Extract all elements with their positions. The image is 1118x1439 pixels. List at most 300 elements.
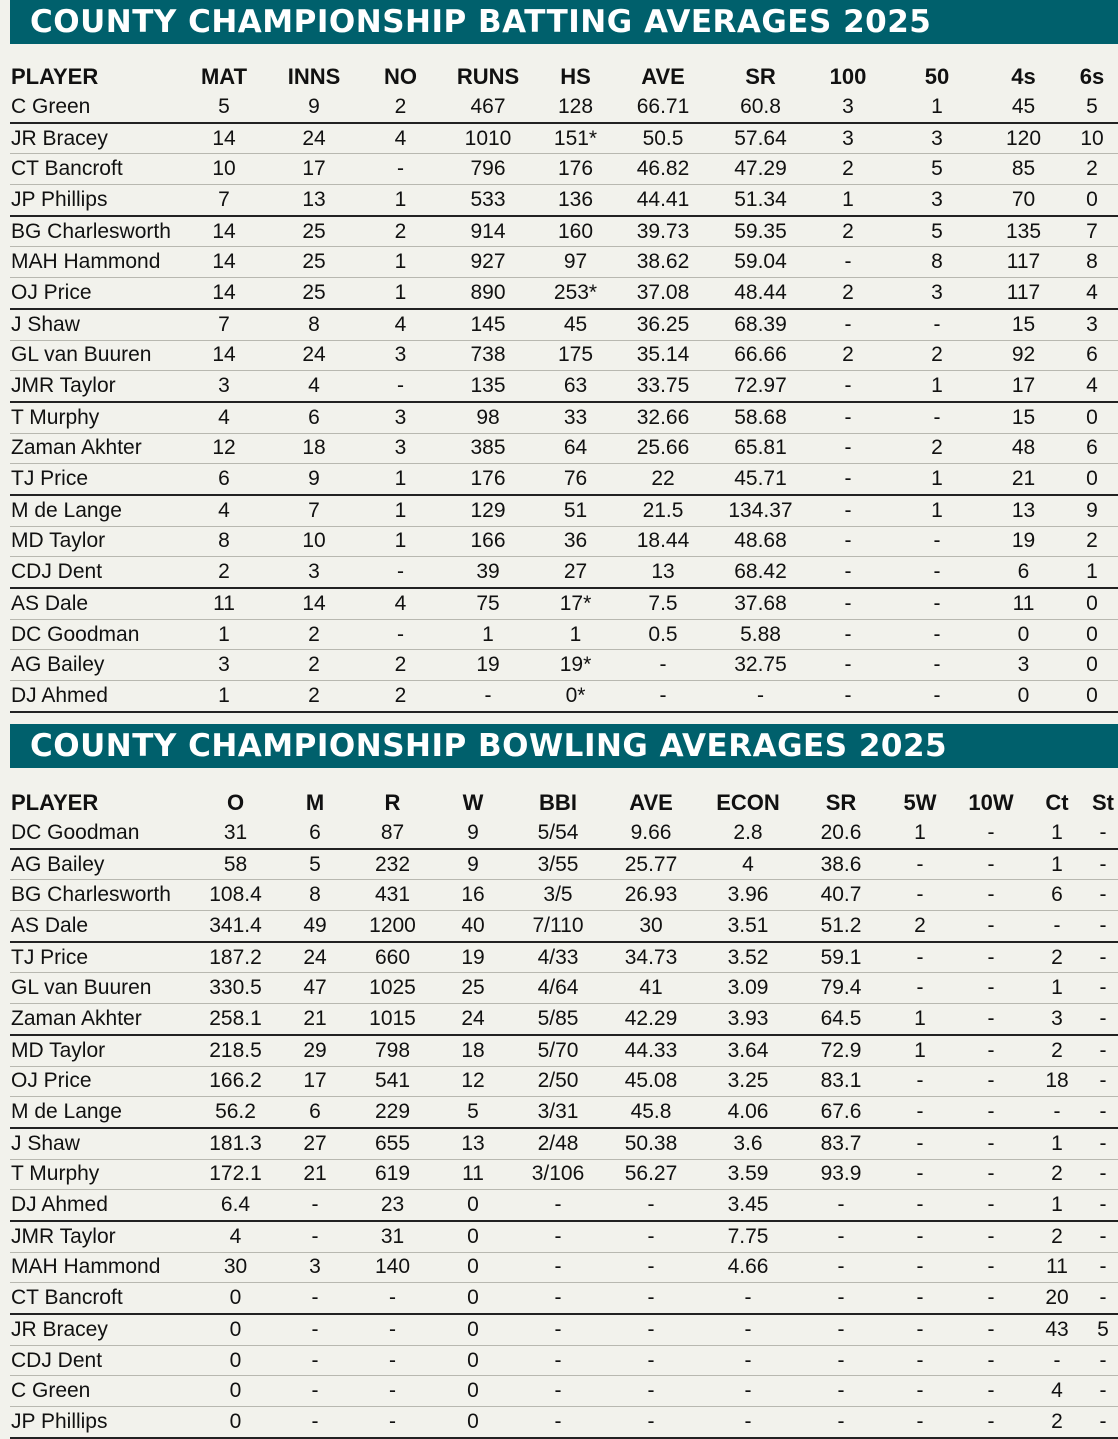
stat-cell: 117 xyxy=(981,247,1066,278)
stat-cell: - xyxy=(893,309,981,340)
stat-cell: - xyxy=(512,1345,604,1376)
stat-cell: 1 xyxy=(188,681,260,712)
stat-cell: - xyxy=(608,650,718,681)
stat-cell: 3 xyxy=(188,650,260,681)
stat-cell: 17 xyxy=(981,371,1066,402)
bowling-header-4: W xyxy=(462,790,484,815)
stat-cell: - xyxy=(368,371,433,402)
stat-cell: - xyxy=(718,681,803,712)
table-row xyxy=(10,1159,1118,1190)
stat-cell: - xyxy=(893,402,981,433)
stat-cell: 9 xyxy=(1066,495,1118,526)
table-row xyxy=(10,619,1118,650)
stat-cell: 1200 xyxy=(351,911,434,942)
player-name: JP Phillips xyxy=(10,1407,192,1438)
table-row xyxy=(10,185,1118,216)
stat-cell: 5 xyxy=(1066,92,1118,123)
stat-cell: - xyxy=(884,1221,956,1252)
stat-cell: - xyxy=(798,1345,884,1376)
stat-cell: 45 xyxy=(543,309,608,340)
table-row xyxy=(10,880,1118,911)
stat-cell: 3.52 xyxy=(698,942,798,973)
stat-cell: 1 xyxy=(1026,818,1088,849)
stat-cell: 56.27 xyxy=(604,1159,698,1190)
stat-cell: 9 xyxy=(260,464,368,495)
stat-cell: 21 xyxy=(981,464,1066,495)
stat-cell: 9.66 xyxy=(604,818,698,849)
stat-cell: 14 xyxy=(188,247,260,278)
player-name: M de Lange xyxy=(10,1097,192,1128)
batting-header-9: 50 xyxy=(924,64,950,89)
stat-cell: - xyxy=(1088,1190,1118,1221)
stat-cell: 3 xyxy=(893,278,981,309)
stat-cell: 0 xyxy=(1066,650,1118,681)
stat-cell: 3.64 xyxy=(698,1035,798,1066)
stat-cell: 75 xyxy=(433,588,543,619)
stat-cell: 330.5 xyxy=(192,973,279,1004)
stat-cell: 18 xyxy=(260,433,368,464)
stat-cell: 36.25 xyxy=(608,309,718,340)
stat-cell: - xyxy=(279,1283,351,1314)
stat-cell: - xyxy=(956,1314,1026,1345)
stat-cell: 129 xyxy=(433,495,543,526)
stat-cell: 3 xyxy=(368,433,433,464)
stat-cell: 5.88 xyxy=(718,619,803,650)
stat-cell: 738 xyxy=(433,340,543,371)
stat-cell: 0 xyxy=(1066,588,1118,619)
stat-cell: - xyxy=(803,526,893,557)
stat-cell: - xyxy=(803,402,893,433)
stat-cell: 4 xyxy=(368,588,433,619)
stat-cell: 48.44 xyxy=(718,278,803,309)
stat-cell: - xyxy=(798,1252,884,1283)
stat-cell: - xyxy=(608,681,718,712)
batting-title: COUNTY CHAMPIONSHIP BATTING AVERAGES 2025 xyxy=(10,0,1118,44)
stat-cell: - xyxy=(956,1252,1026,1283)
stat-cell: 5 xyxy=(434,1097,512,1128)
stat-cell: 1 xyxy=(893,495,981,526)
stat-cell: - xyxy=(604,1190,698,1221)
batting-header-5: HS xyxy=(560,64,591,89)
bowling-header-6: AVE xyxy=(629,790,673,815)
stat-cell: 1015 xyxy=(351,1004,434,1035)
stat-cell: 0 xyxy=(434,1407,512,1438)
stat-cell: 3 xyxy=(893,185,981,216)
stat-cell: 4 xyxy=(188,402,260,433)
stat-cell: 3 xyxy=(981,650,1066,681)
stat-cell: 17 xyxy=(279,1066,351,1097)
stat-cell: - xyxy=(279,1407,351,1438)
stat-cell: - xyxy=(1088,1376,1118,1407)
stat-cell: 11 xyxy=(1026,1252,1088,1283)
stat-cell: 1 xyxy=(1066,557,1118,588)
stat-cell: - xyxy=(884,1097,956,1128)
stat-cell: 4 xyxy=(368,309,433,340)
stat-cell: 655 xyxy=(351,1128,434,1159)
stat-cell: 0 xyxy=(1066,185,1118,216)
stat-cell: 4 xyxy=(1066,371,1118,402)
stat-cell: 7.75 xyxy=(698,1221,798,1252)
stat-cell: 914 xyxy=(433,216,543,247)
stat-cell: 30 xyxy=(192,1252,279,1283)
stat-cell: - xyxy=(803,495,893,526)
stat-cell: 97 xyxy=(543,247,608,278)
stat-cell: 59.1 xyxy=(798,942,884,973)
stat-cell: 5/54 xyxy=(512,818,604,849)
stat-cell: - xyxy=(956,1004,1026,1035)
stat-cell: 2 xyxy=(803,278,893,309)
stat-cell: - xyxy=(884,1066,956,1097)
table-row xyxy=(10,1097,1118,1128)
stat-cell: 134.37 xyxy=(718,495,803,526)
stat-cell: - xyxy=(1088,911,1118,942)
stat-cell: - xyxy=(798,1190,884,1221)
stat-cell: 2 xyxy=(368,650,433,681)
stat-cell: 1 xyxy=(1026,1128,1088,1159)
stat-cell: 21 xyxy=(279,1159,351,1190)
bowling-header-12: St xyxy=(1092,790,1114,815)
stat-cell: - xyxy=(884,1376,956,1407)
stat-cell: 1 xyxy=(803,185,893,216)
stat-cell: 3 xyxy=(1026,1004,1088,1035)
stat-cell: 44.41 xyxy=(608,185,718,216)
stat-cell: 1 xyxy=(1026,1190,1088,1221)
stat-cell: 145 xyxy=(433,309,543,340)
stat-cell: 798 xyxy=(351,1035,434,1066)
stat-cell: 14 xyxy=(260,588,368,619)
stat-cell: 232 xyxy=(351,849,434,880)
stat-cell: 37.68 xyxy=(718,588,803,619)
stat-cell: 4 xyxy=(698,849,798,880)
stat-cell: 17* xyxy=(543,588,608,619)
stat-cell: 59.04 xyxy=(718,247,803,278)
player-name: AS Dale xyxy=(10,911,192,942)
stat-cell: - xyxy=(884,1283,956,1314)
stat-cell: 8 xyxy=(260,309,368,340)
stat-cell: 166.2 xyxy=(192,1066,279,1097)
stat-cell: 12 xyxy=(188,433,260,464)
stat-cell: 0 xyxy=(434,1314,512,1345)
stat-cell: 13 xyxy=(981,495,1066,526)
stat-cell: - xyxy=(956,1283,1026,1314)
stat-cell: 3.09 xyxy=(698,973,798,1004)
stat-cell: 37.08 xyxy=(608,278,718,309)
player-name: C Green xyxy=(10,1376,192,1407)
stat-cell: 98 xyxy=(433,402,543,433)
stat-cell: 67.6 xyxy=(798,1097,884,1128)
stat-cell: 51.34 xyxy=(718,185,803,216)
stat-cell: 4 xyxy=(260,371,368,402)
stat-cell: - xyxy=(351,1345,434,1376)
stat-cell: 4 xyxy=(192,1221,279,1252)
stat-cell: - xyxy=(893,681,981,712)
table-row xyxy=(10,402,1118,433)
stat-cell: 3.25 xyxy=(698,1066,798,1097)
stat-cell: 48.68 xyxy=(718,526,803,557)
stat-cell: 258.1 xyxy=(192,1004,279,1035)
stat-cell: 3.45 xyxy=(698,1190,798,1221)
bowling-header-2: M xyxy=(305,790,325,815)
stat-cell: 3/31 xyxy=(512,1097,604,1128)
stat-cell: 44.33 xyxy=(604,1035,698,1066)
stat-cell: 2 xyxy=(260,619,368,650)
stat-cell: - xyxy=(1088,1407,1118,1438)
stat-cell: 2 xyxy=(1026,1407,1088,1438)
stat-cell: 467 xyxy=(433,92,543,123)
stat-cell: 135 xyxy=(433,371,543,402)
stat-cell: 5 xyxy=(279,849,351,880)
table-row xyxy=(10,216,1118,247)
batting-header-1: MAT xyxy=(200,64,248,89)
stat-cell: - xyxy=(279,1345,351,1376)
stat-cell: 1 xyxy=(543,619,608,650)
stat-cell: - xyxy=(1088,1221,1118,1252)
player-name: T Murphy xyxy=(10,402,188,433)
stat-cell: 50.5 xyxy=(608,123,718,154)
stat-cell: - xyxy=(1088,1252,1118,1283)
table-row xyxy=(10,1221,1118,1252)
stat-cell: 3 xyxy=(893,123,981,154)
stat-cell: 5 xyxy=(893,154,981,185)
stat-cell: - xyxy=(884,1128,956,1159)
stat-cell: - xyxy=(884,1252,956,1283)
stat-cell: - xyxy=(956,942,1026,973)
stat-cell: - xyxy=(884,1314,956,1345)
stat-cell: - xyxy=(884,880,956,911)
stat-cell: 15 xyxy=(981,402,1066,433)
stat-cell: - xyxy=(803,557,893,588)
stat-cell: 2 xyxy=(368,92,433,123)
stat-cell: 3 xyxy=(188,371,260,402)
stat-cell: - xyxy=(279,1314,351,1345)
stat-cell: 27 xyxy=(543,557,608,588)
stat-cell: - xyxy=(279,1190,351,1221)
stat-cell: - xyxy=(604,1314,698,1345)
stat-cell: 2 xyxy=(1026,942,1088,973)
stat-cell: 6 xyxy=(279,1097,351,1128)
stat-cell: 2 xyxy=(1066,154,1118,185)
stat-cell: - xyxy=(1088,1345,1118,1376)
stat-cell: 3 xyxy=(803,92,893,123)
stat-cell: 6 xyxy=(1026,880,1088,911)
stat-cell: 68.39 xyxy=(718,309,803,340)
stat-cell: 6 xyxy=(981,557,1066,588)
batting-header-6: AVE xyxy=(641,64,685,89)
stat-cell: - xyxy=(604,1221,698,1252)
stat-cell: - xyxy=(512,1221,604,1252)
player-name: JR Bracey xyxy=(10,123,188,154)
stat-cell: 135 xyxy=(981,216,1066,247)
stat-cell: 9 xyxy=(260,92,368,123)
stat-cell: 4/33 xyxy=(512,942,604,973)
player-name: OJ Price xyxy=(10,278,188,309)
stat-cell: - xyxy=(1026,1097,1088,1128)
stat-cell: 6 xyxy=(188,464,260,495)
stat-cell: 2 xyxy=(1026,1221,1088,1252)
batting-header-3: NO xyxy=(384,64,417,89)
stat-cell: 87 xyxy=(351,818,434,849)
stat-cell: 3/55 xyxy=(512,849,604,880)
batting-header-row xyxy=(10,62,1118,92)
stat-cell: 59.35 xyxy=(718,216,803,247)
player-name: DC Goodman xyxy=(10,619,188,650)
stat-cell: 229 xyxy=(351,1097,434,1128)
stat-cell: 58.68 xyxy=(718,402,803,433)
player-name: Zaman Akhter xyxy=(10,433,188,464)
stat-cell: 15 xyxy=(981,309,1066,340)
stat-cell: 2.8 xyxy=(698,818,798,849)
stat-cell: - xyxy=(279,1376,351,1407)
stat-cell: - xyxy=(1088,1159,1118,1190)
table-row xyxy=(10,1345,1118,1376)
stat-cell: - xyxy=(1088,942,1118,973)
player-name: JMR Taylor xyxy=(10,371,188,402)
stat-cell: 25.66 xyxy=(608,433,718,464)
stat-cell: 24 xyxy=(434,1004,512,1035)
stat-cell: 36 xyxy=(543,526,608,557)
stat-cell: 66.71 xyxy=(608,92,718,123)
stat-cell: - xyxy=(351,1283,434,1314)
table-row xyxy=(10,973,1118,1004)
stat-cell: 136 xyxy=(543,185,608,216)
table-row xyxy=(10,557,1118,588)
stat-cell: - xyxy=(1026,911,1088,942)
stat-cell: 38.6 xyxy=(798,849,884,880)
stat-cell: - xyxy=(512,1407,604,1438)
table-row xyxy=(10,1283,1118,1314)
stat-cell: 0 xyxy=(192,1376,279,1407)
player-name: BG Charlesworth xyxy=(10,880,192,911)
stat-cell: - xyxy=(604,1376,698,1407)
stat-cell: 0 xyxy=(1066,619,1118,650)
stat-cell: 4.66 xyxy=(698,1252,798,1283)
stat-cell: 8 xyxy=(279,880,351,911)
stat-cell: - xyxy=(1088,1066,1118,1097)
player-name: GL van Buuren xyxy=(10,340,188,371)
stat-cell: 31 xyxy=(351,1221,434,1252)
stat-cell: 9 xyxy=(434,818,512,849)
bowling-header-10: 10W xyxy=(968,790,1014,815)
stat-cell: - xyxy=(1088,1128,1118,1159)
stat-cell: 25 xyxy=(260,247,368,278)
stat-cell: - xyxy=(956,1066,1026,1097)
stat-cell: 0 xyxy=(192,1407,279,1438)
player-name: M de Lange xyxy=(10,495,188,526)
table-row xyxy=(10,464,1118,495)
stat-cell: 2 xyxy=(260,650,368,681)
stat-cell: - xyxy=(803,309,893,340)
bowling-header-8: SR xyxy=(825,790,857,815)
stat-cell: 57.64 xyxy=(718,123,803,154)
stat-cell: 2 xyxy=(260,681,368,712)
stat-cell: 21 xyxy=(279,1004,351,1035)
stat-cell: 85 xyxy=(981,154,1066,185)
stat-cell: 2 xyxy=(884,911,956,942)
stat-cell: 181.3 xyxy=(192,1128,279,1159)
stat-cell: 93.9 xyxy=(798,1159,884,1190)
player-name: JP Phillips xyxy=(10,185,188,216)
stat-cell: 35.14 xyxy=(608,340,718,371)
stat-cell: - xyxy=(698,1376,798,1407)
stat-cell: - xyxy=(512,1190,604,1221)
player-name: DJ Ahmed xyxy=(10,681,188,712)
stat-cell: 128 xyxy=(543,92,608,123)
stat-cell: 4.06 xyxy=(698,1097,798,1128)
stat-cell: - xyxy=(893,526,981,557)
stat-cell: 63 xyxy=(543,371,608,402)
stat-cell: - xyxy=(798,1221,884,1252)
stat-cell: - xyxy=(512,1252,604,1283)
stat-cell: 619 xyxy=(351,1159,434,1190)
player-name: AS Dale xyxy=(10,588,188,619)
player-name: OJ Price xyxy=(10,1066,192,1097)
stat-cell: 253* xyxy=(543,278,608,309)
stat-cell: 3 xyxy=(368,340,433,371)
table-row xyxy=(10,650,1118,681)
player-name: CT Bancroft xyxy=(10,1283,192,1314)
stat-cell: 41 xyxy=(604,973,698,1004)
stat-cell: 117 xyxy=(981,278,1066,309)
table-row xyxy=(10,818,1118,849)
stat-cell: 38.62 xyxy=(608,247,718,278)
stat-cell: 8 xyxy=(188,526,260,557)
stat-cell: 1 xyxy=(368,526,433,557)
stat-cell: 6 xyxy=(1066,340,1118,371)
stat-cell: 4 xyxy=(188,495,260,526)
stat-cell: 72.97 xyxy=(718,371,803,402)
stat-cell: 49 xyxy=(279,911,351,942)
batting-header-2: INNS xyxy=(287,64,341,89)
stat-cell: 39.73 xyxy=(608,216,718,247)
stat-cell: - xyxy=(803,433,893,464)
stat-cell: 5/70 xyxy=(512,1035,604,1066)
stat-cell: - xyxy=(803,588,893,619)
stat-cell: 6 xyxy=(260,402,368,433)
stat-cell: 10 xyxy=(188,154,260,185)
stat-cell: - xyxy=(803,371,893,402)
stat-cell: - xyxy=(798,1407,884,1438)
stat-cell: 14 xyxy=(188,123,260,154)
stat-cell: - xyxy=(884,973,956,1004)
table-row xyxy=(10,278,1118,309)
stat-cell: 58 xyxy=(192,849,279,880)
player-name: MAH Hammond xyxy=(10,1252,192,1283)
batting-header-4: RUNS xyxy=(456,64,520,89)
stat-cell: 0 xyxy=(981,681,1066,712)
stat-cell: - xyxy=(1088,849,1118,880)
stat-cell: 796 xyxy=(433,154,543,185)
stat-cell: 2 xyxy=(188,557,260,588)
stat-cell: 108.4 xyxy=(192,880,279,911)
stat-cell: 22 xyxy=(608,464,718,495)
bowling-header-0: PLAYER xyxy=(11,790,99,815)
table-row xyxy=(10,154,1118,185)
stat-cell: - xyxy=(368,619,433,650)
stat-cell: 24 xyxy=(260,123,368,154)
stat-cell: - xyxy=(956,880,1026,911)
stat-cell: 24 xyxy=(279,942,351,973)
stat-cell: 76 xyxy=(543,464,608,495)
stat-cell: 4 xyxy=(368,123,433,154)
stat-cell: 2 xyxy=(368,216,433,247)
stat-cell: 72.9 xyxy=(798,1035,884,1066)
player-name: DJ Ahmed xyxy=(10,1190,192,1221)
stat-cell: 17 xyxy=(260,154,368,185)
stat-cell: 20 xyxy=(1026,1283,1088,1314)
stat-cell: 8 xyxy=(893,247,981,278)
stat-cell: 3 xyxy=(803,123,893,154)
stat-cell: 70 xyxy=(981,185,1066,216)
